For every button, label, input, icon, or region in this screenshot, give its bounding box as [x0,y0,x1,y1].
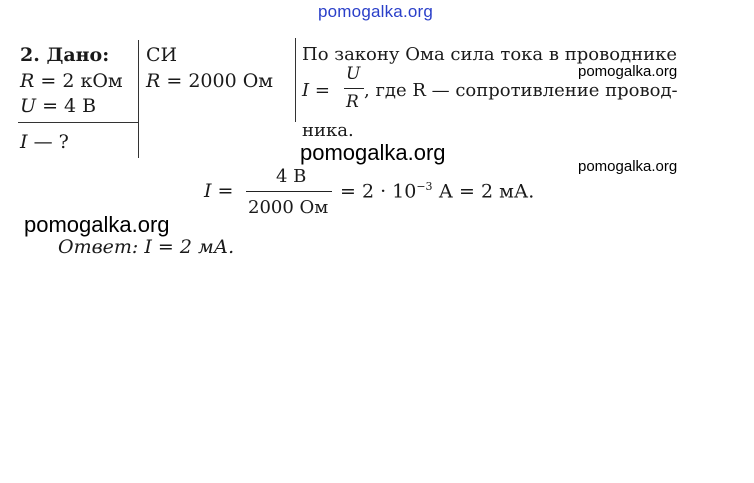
si-r [146,70,273,92]
watermark-left: pomogalka.org [24,212,170,237]
watermark-center: pomogalka.org [300,140,446,165]
si-r-label: R [146,70,161,92]
explanation-line1: По закону Ома сила тока в проводнике [302,44,678,65]
explanation-formula-den: R [346,92,359,112]
given-r-label: R [20,70,35,92]
calc-lhs: I = [204,180,234,202]
explanation-formula-lhs: I = [302,80,330,101]
explanation-formula-num: U [346,64,361,84]
given-u-value: = 4 В [42,95,97,117]
given-find-label: I [20,131,28,153]
calc-rhs-main: = 2 · 10 [340,180,417,203]
given-u-label: U [20,95,37,117]
watermark-top: pomogalka.org [318,2,434,21]
given-find [20,131,69,153]
column-divider-right [295,38,296,122]
calc-denominator: 2000 Ом [248,197,329,218]
given-r [20,70,123,92]
column-divider-left [138,40,139,158]
answer-label: Ответ: [58,236,139,258]
explanation-fraction-bar [344,88,364,89]
explanation-line3: ника. [302,120,354,141]
given-divider [18,122,138,123]
given-r-value: = 2 кОм [40,70,123,92]
watermark-right-lower: pomogalka.org [578,158,678,175]
explanation-line2: , где R — сопротивление провод- [364,80,678,101]
calc-rhs [340,180,534,202]
answer-line [58,236,234,258]
answer-text: I = 2 мА. [144,236,235,258]
given-heading: 2. Дано: [20,44,110,66]
given-u [20,95,96,117]
calc-fraction-bar [246,191,332,192]
calc-numerator: 4 В [276,166,307,187]
given-find-value: — ? [33,131,69,153]
si-r-value: = 2000 Ом [166,70,274,92]
watermark-right-upper: pomogalka.org [578,63,678,80]
calc-rhs-tail: А = 2 мА. [432,180,535,203]
calc-exponent: −3 [416,180,433,193]
si-heading: СИ [146,44,178,66]
